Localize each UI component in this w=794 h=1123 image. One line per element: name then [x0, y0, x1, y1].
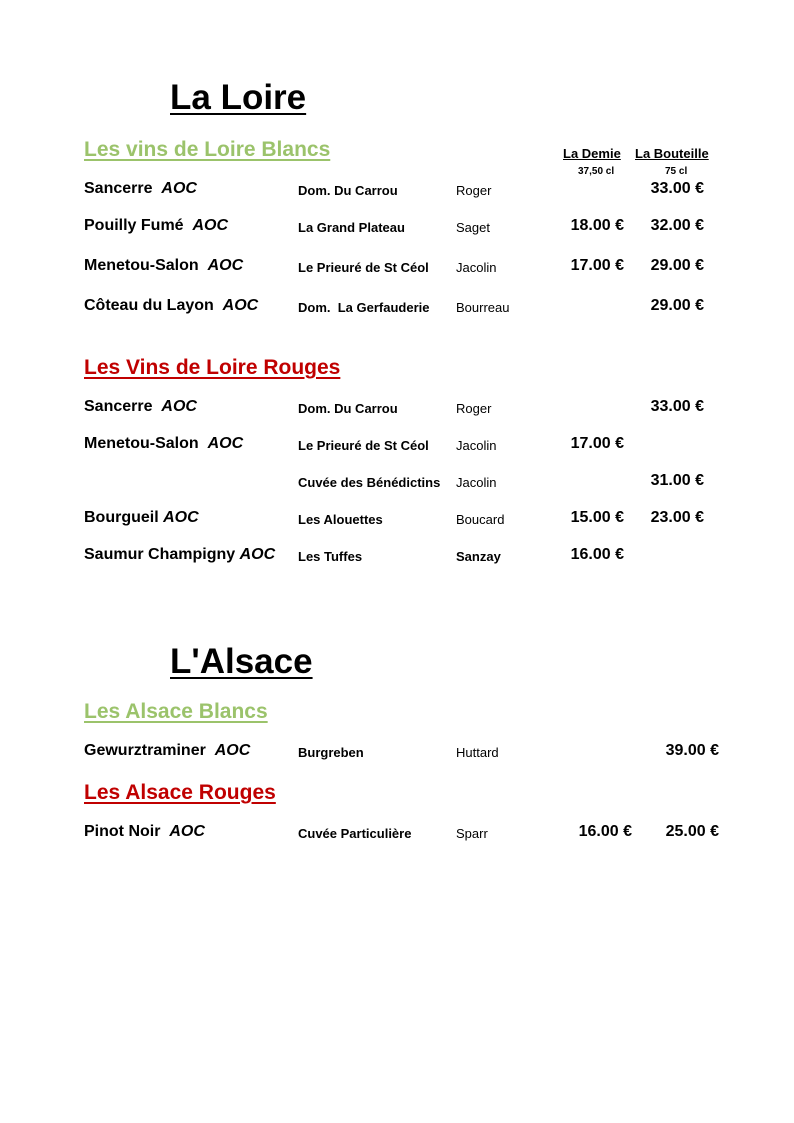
- wine-name: Menetou-Salon AOC: [84, 435, 244, 452]
- column-header-demie: La Demie: [563, 146, 621, 161]
- wine-producer: Roger: [456, 183, 492, 198]
- wine-name: Gewurztraminer AOC: [84, 742, 251, 759]
- price-bouteille: 29.00 €: [650, 257, 704, 274]
- wine-name: Sancerre AOC: [84, 180, 197, 197]
- wine-domaine: Le Prieuré de St Céol: [298, 438, 429, 453]
- price-demie: 16.00 €: [570, 546, 624, 563]
- section-heading-alsace-blancs: Les Alsace Blancs: [84, 700, 268, 723]
- wine-name: Pinot Noir AOC: [84, 823, 205, 840]
- wine-name: Bourgueil AOC: [84, 509, 199, 526]
- wine-domaine: La Grand Plateau: [298, 220, 405, 235]
- wine-domaine: Cuvée Particulière: [298, 826, 412, 841]
- wine-name: Saumur Champigny AOC: [84, 546, 276, 563]
- price-demie: 15.00 €: [570, 509, 624, 526]
- wine-producer: Roger: [456, 401, 492, 416]
- price-demie: 16.00 €: [578, 823, 632, 840]
- wine-domaine: Burgreben: [298, 745, 364, 760]
- price-bouteille: 25.00 €: [665, 823, 719, 840]
- wine-producer: Huttard: [456, 745, 499, 760]
- wine-domaine: Les Alouettes: [298, 512, 383, 527]
- region-title-loire: La Loire: [170, 78, 307, 117]
- column-subheader-demie-volume: 37,50 cl: [578, 166, 615, 177]
- wine-producer: Jacolin: [456, 260, 497, 275]
- wine-name: Sancerre AOC: [84, 398, 197, 415]
- wine-name: Pouilly Fumé AOC: [84, 217, 229, 234]
- wine-producer: Saget: [456, 220, 490, 235]
- price-bouteille: 31.00 €: [650, 472, 704, 489]
- wine-name: Côteau du Layon AOC: [84, 297, 259, 314]
- wine-domaine: Dom. Du Carrou: [298, 401, 398, 416]
- wine-producer: Sanzay: [456, 549, 501, 564]
- column-subheader-bouteille-volume: 75 cl: [665, 166, 688, 177]
- price-demie: 17.00 €: [570, 257, 624, 274]
- wine-name: Menetou-Salon AOC: [84, 257, 244, 274]
- wine-domaine: Cuvée des Bénédictins: [298, 475, 441, 490]
- wine-producer: Bourreau: [456, 300, 510, 315]
- section-heading-loire-blancs: Les vins de Loire Blancs: [84, 138, 331, 161]
- column-header-bouteille: La Bouteille: [635, 146, 709, 161]
- section-heading-loire-rouges: Les Vins de Loire Rouges: [84, 356, 341, 379]
- wine-producer: Jacolin: [456, 438, 497, 453]
- price-bouteille: 39.00 €: [665, 742, 719, 759]
- wine-domaine: Le Prieuré de St Céol: [298, 260, 429, 275]
- wine-domaine: Dom. La Gerfauderie: [298, 300, 430, 315]
- region-title-alsace: L'Alsace: [170, 642, 313, 681]
- section-heading-alsace-rouges: Les Alsace Rouges: [84, 781, 276, 804]
- wine-producer: Sparr: [456, 826, 488, 841]
- price-bouteille: 33.00 €: [650, 398, 704, 415]
- price-demie: 17.00 €: [570, 435, 624, 452]
- price-demie: 18.00 €: [570, 217, 624, 234]
- price-bouteille: 32.00 €: [650, 217, 704, 234]
- price-bouteille: 33.00 €: [650, 180, 704, 197]
- price-bouteille: 29.00 €: [650, 297, 704, 314]
- wine-producer: Jacolin: [456, 475, 497, 490]
- price-bouteille: 23.00 €: [650, 509, 704, 526]
- wine-domaine: Dom. Du Carrou: [298, 183, 398, 198]
- wine-domaine: Les Tuffes: [298, 549, 363, 564]
- wine-producer: Boucard: [456, 512, 505, 527]
